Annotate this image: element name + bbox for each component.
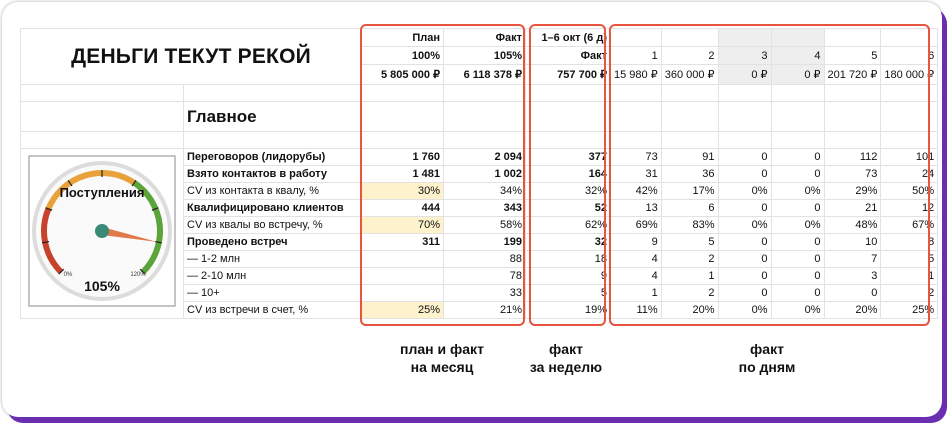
day-value[interactable]: 4 [611,268,662,285]
plan-value[interactable]: 70% [362,217,444,234]
cell[interactable] [881,29,938,47]
cell[interactable] [184,85,362,102]
week-sum[interactable]: 757 700 ₽ [526,65,611,85]
row-label[interactable]: — 1-2 млн [184,251,362,268]
day-value[interactable]: 0 [771,149,824,166]
days-caption-line1: факт [750,341,784,357]
day-value[interactable]: 0 [771,268,824,285]
cell[interactable] [444,85,526,102]
plan-header[interactable]: План [362,29,444,47]
week-value[interactable]: 377 [526,149,611,166]
day-number[interactable]: 4 [771,47,824,65]
week-fact-header[interactable]: Факт [526,47,611,65]
week-value[interactable]: 52 [526,200,611,217]
day-value[interactable]: 0% [771,183,824,200]
row-label[interactable]: — 10+ [184,285,362,302]
day-value[interactable]: 36 [661,166,718,183]
cell[interactable] [718,29,771,47]
day-value[interactable]: 0 [718,234,771,251]
day-value[interactable]: 17% [661,183,718,200]
gauge-value: 105% [84,278,120,294]
day-value[interactable]: 8 [881,234,938,251]
cell[interactable] [661,132,718,149]
day-sum[interactable]: 15 980 ₽ [611,65,662,85]
day-value[interactable]: 112 [824,149,881,166]
day-number[interactable]: 6 [881,47,938,65]
gauge-max-label: 120% [130,272,146,278]
row-label[interactable]: Взято контактов в работу [184,166,362,183]
week-value[interactable]: 18 [526,251,611,268]
plan-pct[interactable]: 100% [362,47,444,65]
week-value[interactable]: 9 [526,268,611,285]
day-value[interactable]: 7 [824,251,881,268]
fact-value[interactable]: 1 002 [444,166,526,183]
plan-value[interactable]: 25% [362,302,444,319]
row-label[interactable]: Квалифицировано клиентов [184,200,362,217]
cell[interactable] [661,29,718,47]
days-caption [702,340,832,376]
day-value[interactable]: 0 [771,251,824,268]
week-value[interactable]: 62% [526,217,611,234]
cell[interactable] [611,85,662,102]
cell[interactable] [718,85,771,102]
plan-value[interactable]: 311 [362,234,444,251]
month-caption-line2: на месяц [410,359,474,375]
day-value[interactable]: 0% [771,217,824,234]
week-caption-line1: факт [549,341,583,357]
week-header[interactable]: 1–6 окт (6 д) [526,29,611,47]
fact-value[interactable]: 88 [444,251,526,268]
week-value[interactable]: 32 [526,234,611,251]
cell[interactable] [718,132,771,149]
day-value[interactable]: 0 [718,285,771,302]
day-value[interactable]: 101 [881,149,938,166]
day-number[interactable]: 2 [661,47,718,65]
fact-value[interactable]: 199 [444,234,526,251]
week-value[interactable]: 32% [526,183,611,200]
cell[interactable] [362,85,444,102]
day-value[interactable]: 2 [661,285,718,302]
day-number[interactable]: 1 [611,47,662,65]
day-value[interactable]: 5 [881,251,938,268]
day-value[interactable]: 1 [881,268,938,285]
fact-pct[interactable]: 105% [444,47,526,65]
day-value[interactable]: 0 [771,234,824,251]
cell[interactable] [824,132,881,149]
plan-value[interactable]: 1 481 [362,166,444,183]
cell[interactable] [21,102,184,132]
plan-value[interactable] [362,268,444,285]
day-value[interactable]: 10 [824,234,881,251]
day-value[interactable]: 0 [718,166,771,183]
day-value[interactable]: 21 [824,200,881,217]
day-value[interactable]: 0 [771,285,824,302]
day-value[interactable]: 1 [661,268,718,285]
day-value[interactable]: 42% [611,183,662,200]
day-value[interactable]: 0 [718,251,771,268]
plan-value[interactable]: 1 760 [362,149,444,166]
row-label[interactable]: Переговоров (лидорубы) [184,149,362,166]
cell[interactable] [881,85,938,102]
week-value[interactable]: 19% [526,302,611,319]
cell[interactable] [824,85,881,102]
row-label[interactable]: — 2-10 млн [184,268,362,285]
fact-value[interactable]: 33 [444,285,526,302]
day-value[interactable]: 73 [611,149,662,166]
cell[interactable] [526,102,611,132]
cell[interactable] [718,102,771,132]
plan-value[interactable] [362,285,444,302]
week-value[interactable]: 5 [526,285,611,302]
gauge-cell [21,149,184,319]
plan-value[interactable] [362,251,444,268]
day-value[interactable]: 6 [661,200,718,217]
cell[interactable] [661,85,718,102]
week-value[interactable]: 164 [526,166,611,183]
cell[interactable] [362,132,444,149]
day-sum[interactable]: 0 ₽ [718,65,771,85]
cell[interactable] [184,132,362,149]
day-value[interactable]: 0 [771,200,824,217]
day-value[interactable]: 91 [661,149,718,166]
month-caption-line1: план и факт [400,341,484,357]
plan-value[interactable]: 30% [362,183,444,200]
fact-value[interactable]: 58% [444,217,526,234]
day-value[interactable]: 9 [611,234,662,251]
day-value[interactable]: 0 [718,268,771,285]
row-label[interactable]: Проведено встреч [184,234,362,251]
cell[interactable] [771,85,824,102]
day-value[interactable]: 69% [611,217,662,234]
plan-sum[interactable]: 5 805 000 ₽ [362,65,444,85]
cell[interactable] [881,102,938,132]
day-value[interactable]: 11% [611,302,662,319]
cell[interactable] [444,102,526,132]
day-number[interactable]: 3 [718,47,771,65]
fact-sum[interactable]: 6 118 378 ₽ [444,65,526,85]
day-value[interactable]: 0 [771,166,824,183]
day-value[interactable]: 0% [771,302,824,319]
day-value[interactable]: 0% [718,302,771,319]
cell[interactable] [824,29,881,47]
cell[interactable] [21,132,184,149]
day-number[interactable]: 5 [824,47,881,65]
gauge-label: Поступления [59,185,145,200]
day-value[interactable]: 50% [881,183,938,200]
day-value[interactable]: 67% [881,217,938,234]
day-value[interactable]: 20% [824,302,881,319]
day-value[interactable]: 0 [718,200,771,217]
gauge-chart [28,155,176,307]
cell[interactable] [21,85,184,102]
fact-value[interactable]: 78 [444,268,526,285]
day-value[interactable]: 73 [824,166,881,183]
cell[interactable] [661,102,718,132]
cell[interactable] [611,102,662,132]
fact-value[interactable]: 21% [444,302,526,319]
cell[interactable] [771,102,824,132]
row-label[interactable]: CV из контакта в квалу, % [184,183,362,200]
day-sum[interactable]: 180 000 ₽ [881,65,938,85]
cell[interactable] [444,132,526,149]
day-value[interactable]: 1 [611,285,662,302]
week-caption-line2: за неделю [529,359,603,375]
day-value[interactable]: 0% [718,217,771,234]
gauge-min-label: 0% [63,272,73,278]
day-value[interactable]: 0 [718,149,771,166]
day-value[interactable]: 24 [881,166,938,183]
section-title: Главное [184,102,362,132]
cell[interactable] [526,85,611,102]
plan-value[interactable]: 444 [362,200,444,217]
day-value[interactable]: 31 [611,166,662,183]
month-caption [362,340,522,376]
day-sum[interactable]: 360 000 ₽ [661,65,718,85]
day-sum[interactable]: 201 720 ₽ [824,65,881,85]
day-sum[interactable]: 0 ₽ [771,65,824,85]
day-value[interactable]: 12 [881,200,938,217]
screenshot-frame [2,2,942,417]
cell[interactable] [611,29,662,47]
day-value[interactable]: 83% [661,217,718,234]
cell[interactable] [771,29,824,47]
dashboard-title: ДЕНЬГИ ТЕКУТ РЕКОЙ [21,29,362,85]
fact-header[interactable]: Факт [444,29,526,47]
row-label[interactable]: CV из квалы во встречу, % [184,217,362,234]
day-value[interactable]: 13 [611,200,662,217]
row-label[interactable]: CV из встречи в счет, % [184,302,362,319]
fact-value[interactable]: 2 094 [444,149,526,166]
cell[interactable] [526,132,611,149]
day-value[interactable]: 29% [824,183,881,200]
cell[interactable] [881,132,938,149]
week-caption [516,340,616,376]
days-caption-line2: по дням [738,359,796,375]
spreadsheet [20,28,938,319]
fact-value[interactable]: 343 [444,200,526,217]
day-value[interactable]: 5 [661,234,718,251]
day-value[interactable]: 0% [718,183,771,200]
day-value[interactable]: 2 [661,251,718,268]
day-value[interactable]: 0 [824,285,881,302]
day-value[interactable]: 3 [824,268,881,285]
day-value[interactable]: 48% [824,217,881,234]
cell[interactable] [771,132,824,149]
day-value[interactable]: 25% [881,302,938,319]
cell[interactable] [824,102,881,132]
day-value[interactable]: 4 [611,251,662,268]
day-value[interactable]: 20% [661,302,718,319]
cell[interactable] [362,102,444,132]
gauge-hub [95,224,109,238]
cell[interactable] [611,132,662,149]
day-value[interactable]: 2 [881,285,938,302]
fact-value[interactable]: 34% [444,183,526,200]
